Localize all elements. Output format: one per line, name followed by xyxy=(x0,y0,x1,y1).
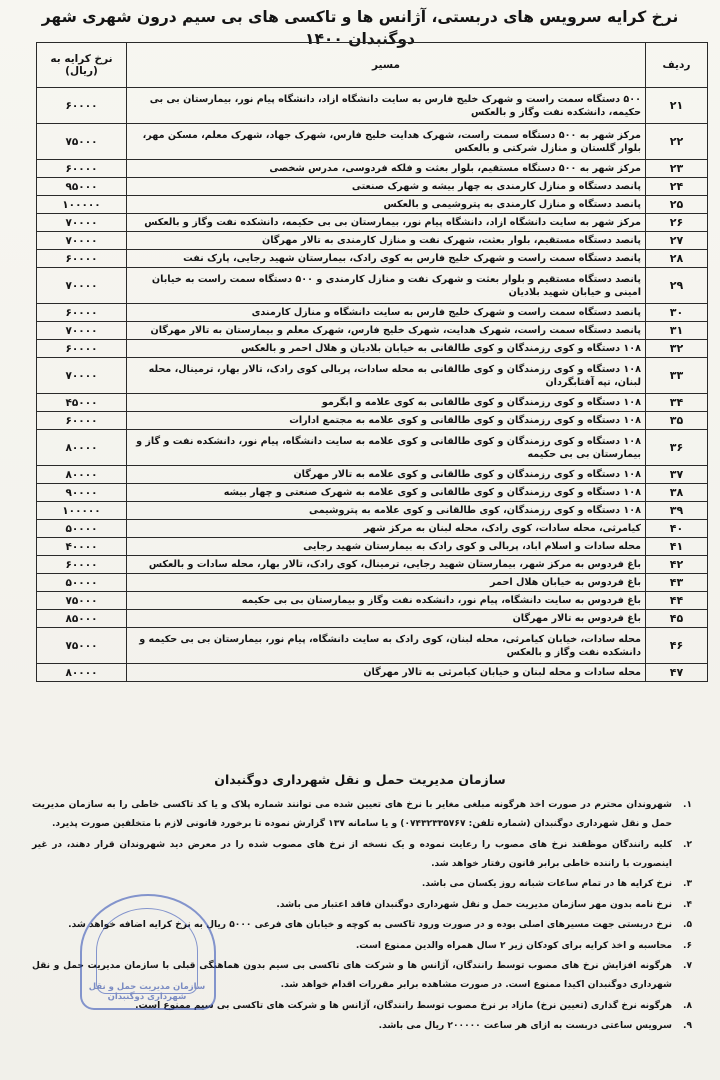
row-number: ۲۷ xyxy=(646,232,708,250)
row-fare: ۴۰۰۰۰ xyxy=(37,538,127,556)
row-number: ۳۹ xyxy=(646,502,708,520)
row-route: باغ فردوس به خیابان هلال احمر xyxy=(127,574,646,592)
organization-title: سازمان مدیریت حمل و نقل شهرداری دوگنبدان xyxy=(214,772,506,787)
table-row xyxy=(37,556,708,574)
row-number: ۴۲ xyxy=(646,556,708,574)
header-route: مسیر xyxy=(127,43,646,88)
table-row xyxy=(37,430,708,466)
row-fare: ۹۵۰۰۰ xyxy=(37,178,127,196)
note-text: هرگونه نرخ گذاری (تعیین نرخ) مازاد بر نرخ مصوب توسط رانندگان، آژانس ها و شرکت های تاکسی بی سیم ممنوع است. xyxy=(135,1000,672,1011)
stamp-text: سازمان مدیریت حمل و نقل شهرداری دوگنبدان xyxy=(88,982,206,1002)
row-number: ۳۰ xyxy=(646,304,708,322)
row-fare: ۸۵۰۰۰ xyxy=(37,610,127,628)
row-route: محله سادات و اسلام اباد، پربالی و کوی رادک به بیمارستان شهید رجایی xyxy=(127,538,646,556)
row-route: محله سادات و محله لبنان و خیابان کیامرثی به تالار مهرگان xyxy=(127,664,646,682)
row-fare: ۵۰۰۰۰ xyxy=(37,520,127,538)
table-row xyxy=(37,466,708,484)
table-row xyxy=(37,592,708,610)
table-row xyxy=(37,610,708,628)
row-route: ۱۰۸ دستگاه و کوی رزمندگان و کوی طالقانی و کوی علامه به تالار مهرگان xyxy=(127,466,646,484)
table-row xyxy=(37,538,708,556)
official-stamp xyxy=(80,894,216,1010)
row-route: ۱۰۸ دستگاه و کوی رزمندگان، کوی طالقانی و کوی علامه به پتروشیمی xyxy=(127,502,646,520)
note-text: محاسبه و اخذ کرایه برای کودکان زیر ۲ سال همراه والدین ممنوع است. xyxy=(355,940,672,951)
note-text: هرگونه افزایش نرخ های مصوب توسط رانندگان، آژانس ها و شرکت های تاکسی بی سیم بدون هماهنگی قبلی با سازمان مدیریت حمل و نقل شهرداری دوگنبدان اکیدا ممنوع است. در صورت مشاهده برابر مقررات اقدام خواهد شد. xyxy=(32,961,672,990)
row-route: مرکز شهر به ۵۰۰ دستگاه مستقیم، بلوار بعثت و فلکه فردوسی، مدرس شخصی xyxy=(127,160,646,178)
row-route: پانصد دستگاه مستقیم، بلوار بعثت، شهرک نفت و منازل کارمندی به تالار مهرگان xyxy=(127,232,646,250)
note-item xyxy=(32,836,692,874)
row-route: پانصد دستگاه سمت راست و شهرک خلیج فارس به کوی رادک، بیمارستان شهید رجایی، پارک نفت xyxy=(127,250,646,268)
table-row xyxy=(37,664,708,682)
note-index: ۴. xyxy=(682,899,692,910)
row-fare: ۸۰۰۰۰ xyxy=(37,430,127,466)
row-number: ۴۳ xyxy=(646,574,708,592)
row-route: ۱۰۸ دستگاه و کوی رزمندگان و کوی طالقانی به کوی علامه و ابگرمو xyxy=(127,394,646,412)
note-index: ۱. xyxy=(682,800,692,810)
table-row xyxy=(37,484,708,502)
row-fare: ۶۰۰۰۰ xyxy=(37,556,127,574)
table-row xyxy=(37,412,708,430)
note-text: سرویس ساعتی دربست به ازای هر ساعت ۲۰۰۰۰۰ ریال می باشد. xyxy=(378,1021,672,1031)
row-number: ۲۱ xyxy=(646,88,708,124)
note-index: ۸. xyxy=(682,1000,692,1011)
row-number: ۴۱ xyxy=(646,538,708,556)
table-row xyxy=(37,502,708,520)
row-route: ۱۰۸ دستگاه و کوی رزمندگان و کوی طالقانی به خیابان بلادیان و هلال احمر و بالعکس xyxy=(127,340,646,358)
table-header-row xyxy=(37,43,708,88)
row-fare: ۸۰۰۰۰ xyxy=(37,664,127,682)
note-text: شهروندان محترم در صورت اخذ هرگونه مبلغی مغایر با نرخ های تعیین شده می توانند شماره پلاک و یا کد تاکسی خاطی را به سازمان مدیریت حمل و نقل شهرداری دوگنبدان (شماره تلفن: ۰۷۴۳۲۳۳۵۷۶۷) و یا سامانه ۱۳۷ گزارش نموده تا برخورد قانونی لازم با متخلفین صورت پذیرد. xyxy=(32,800,672,829)
row-route: ۱۰۸ دستگاه و کوی رزمندگان و کوی طالقانی و کوی علامه به مجتمع ادارات xyxy=(127,412,646,430)
fare-table xyxy=(36,42,708,682)
table-row xyxy=(37,304,708,322)
table-row xyxy=(37,178,708,196)
row-fare: ۸۰۰۰۰ xyxy=(37,466,127,484)
row-number: ۲۵ xyxy=(646,196,708,214)
row-number: ۴۵ xyxy=(646,610,708,628)
note-item xyxy=(32,796,692,834)
row-fare: ۶۰۰۰۰ xyxy=(37,340,127,358)
table-row xyxy=(37,160,708,178)
row-number: ۳۸ xyxy=(646,484,708,502)
row-number: ۴۴ xyxy=(646,592,708,610)
row-number: ۳۳ xyxy=(646,358,708,394)
note-text: نرخ کرایه ها در تمام ساعات شبانه روز یکسان می باشد. xyxy=(421,879,672,889)
row-number: ۲۳ xyxy=(646,160,708,178)
row-fare: ۷۰۰۰۰ xyxy=(37,358,127,394)
note-index: ۹. xyxy=(682,1021,692,1031)
row-number: ۲۴ xyxy=(646,178,708,196)
row-fare: ۷۵۰۰۰ xyxy=(37,592,127,610)
row-route: پانصد دستگاه سمت راست و شهرک خلیج فارس به سایت دانشگاه و منازل کارمندی xyxy=(127,304,646,322)
row-number: ۳۴ xyxy=(646,394,708,412)
row-fare: ۷۰۰۰۰ xyxy=(37,232,127,250)
table-row xyxy=(37,574,708,592)
table-row xyxy=(37,358,708,394)
row-number: ۳۵ xyxy=(646,412,708,430)
row-route: پانصد دستگاه و منازل کارمندی به پتروشیمی و بالعکس xyxy=(127,196,646,214)
row-route: ۱۰۸ دستگاه و کوی رزمندگان و کوی طالقانی و کوی علامه به شهرک صنعتی و چهار بیشه xyxy=(127,484,646,502)
table-row xyxy=(37,214,708,232)
row-fare: ۷۵۰۰۰ xyxy=(37,628,127,664)
note-item xyxy=(32,1017,692,1036)
row-fare: ۷۵۰۰۰ xyxy=(37,124,127,160)
row-number: ۲۸ xyxy=(646,250,708,268)
row-number: ۴۰ xyxy=(646,520,708,538)
row-route: پانصد دستگاه سمت راست، شهرک هدایت، شهرک خلیج فارس، شهرک معلم و بیمارستان به تالار مهرگان xyxy=(127,322,646,340)
row-route: کیامرثی، محله سادات، کوی رادک، محله لبنان به مرکز شهر xyxy=(127,520,646,538)
row-fare: ۱۰۰۰۰۰ xyxy=(37,502,127,520)
fare-table-body xyxy=(37,88,708,682)
row-fare: ۵۰۰۰۰ xyxy=(37,574,127,592)
note-index: ۷. xyxy=(682,961,692,971)
document-title: نرخ کرایه سرویس های دربستی، آژانس ها و تاکسی های بی سیم درون شهری شهر دوگنبدان ۱۴۰۰ xyxy=(41,8,679,48)
row-route: پانصد دستگاه مستقیم و بلوار بعثت و شهرک نفت و منازل کارمندی و ۵۰۰ دستگاه سمت راست به خیابان امینی و خیابان شهید بلادیان xyxy=(127,268,646,304)
table-row xyxy=(37,322,708,340)
note-text: کلیه رانندگان موظفند نرخ های مصوب را رعایت نموده و یک نسخه از نرخ های مصوب شده را در معرض دید شهروندان قرار دهند، در غیر اینصورت با راننده خاطی برابر قانون رفتار خواهد شد. xyxy=(32,839,672,869)
row-fare: ۷۰۰۰۰ xyxy=(37,214,127,232)
row-number: ۳۶ xyxy=(646,430,708,466)
row-route: محله سادات، خیابان کیامرثی، محله لبنان، کوی رادک به سایت دانشگاه، پیام نور، بیمارستان بی بی حکیمه و دانشکده نفت وگاز و بالعکس xyxy=(127,628,646,664)
row-number: ۴۷ xyxy=(646,664,708,682)
row-fare: ۷۰۰۰۰ xyxy=(37,322,127,340)
table-row xyxy=(37,232,708,250)
row-fare: ۶۰۰۰۰ xyxy=(37,304,127,322)
row-fare: ۶۰۰۰۰ xyxy=(37,412,127,430)
row-route: ۵۰۰ دستگاه سمت راست و شهرک خلیج فارس به سایت دانشگاه ازاد، دانشگاه پیام نور، بیمارستان بی بی حکیمه، دانشکده نفت وگاز و بالعکس xyxy=(127,88,646,124)
row-number: ۳۷ xyxy=(646,466,708,484)
table-row xyxy=(37,124,708,160)
row-fare: ۷۰۰۰۰ xyxy=(37,268,127,304)
note-text: نرخ دربستی جهت مسیرهای اصلی بوده و در صورت ورود تاکسی به کوچه و خیابان های فرعی ۵۰۰۰ ریال به نرخ کرایه اضافه خواهد شد. xyxy=(68,920,672,930)
header-num: ردیف xyxy=(646,43,708,88)
table-row xyxy=(37,196,708,214)
row-fare: ۶۰۰۰۰ xyxy=(37,160,127,178)
row-route: باغ فردوس به تالار مهرگان xyxy=(127,610,646,628)
row-number: ۳۲ xyxy=(646,340,708,358)
note-text: نرخ نامه بدون مهر سازمان مدیریت حمل و نقل شهرداری دوگنبدان فاقد اعتبار می باشد. xyxy=(276,899,672,910)
row-route: مرکز شهر به سایت دانشگاه ازاد، دانشگاه پیام نور، بیمارستان بی بی حکیمه، دانشکده نفت وگاز و بالعکس xyxy=(127,214,646,232)
row-fare: ۱۰۰۰۰۰ xyxy=(37,196,127,214)
note-index: ۵. xyxy=(682,920,692,930)
row-route: ۱۰۸ دستگاه و کوی رزمندگان و کوی طالقانی و کوی علامه به سایت دانشگاه، پیام نور، دانشکده نفت و گاز و بیمارستان بی بی حکیمه xyxy=(127,430,646,466)
note-item xyxy=(32,875,692,894)
row-fare: ۶۰۰۰۰ xyxy=(37,88,127,124)
table-row xyxy=(37,88,708,124)
row-route: باغ فردوس به سایت دانشگاه، پیام نور، دانشکده نفت وگاز و بیمارستان بی بی حکیمه xyxy=(127,592,646,610)
row-number: ۲۶ xyxy=(646,214,708,232)
table-row xyxy=(37,340,708,358)
note-index: ۲. xyxy=(682,839,692,850)
table-row xyxy=(37,520,708,538)
row-number: ۲۹ xyxy=(646,268,708,304)
row-route: پانصد دستگاه و منازل کارمندی به چهار بیشه و شهرک صنعتی xyxy=(127,178,646,196)
row-fare: ۴۵۰۰۰ xyxy=(37,394,127,412)
table-row xyxy=(37,628,708,664)
row-number: ۳۱ xyxy=(646,322,708,340)
row-number: ۲۲ xyxy=(646,124,708,160)
row-fare: ۶۰۰۰۰ xyxy=(37,250,127,268)
row-route: مرکز شهر به ۵۰۰ دستگاه سمت راست، شهرک هدایت خلیج فارس، شهرک جهاد، شهرک معلم، مسکن مهر، بلوار گلستان و منازل شرکتی و بالعکس xyxy=(127,124,646,160)
note-index: ۳. xyxy=(682,879,692,889)
row-fare: ۹۰۰۰۰ xyxy=(37,484,127,502)
table-row xyxy=(37,394,708,412)
note-index: ۶. xyxy=(682,940,692,951)
row-route: ۱۰۸ دستگاه و کوی رزمندگان و کوی طالقانی به محله سادات، پربالی کوی رادک، تالار بهار، ترمینال، محله لبنان، تپه آفتابگردان xyxy=(127,358,646,394)
row-number: ۴۶ xyxy=(646,628,708,664)
table-row xyxy=(37,250,708,268)
row-route: باغ فردوس به مرکز شهر، بیمارستان شهید رجایی، ترمینال، کوی رادک، تالار بهار، محله سادات و بالعکس xyxy=(127,556,646,574)
table-row xyxy=(37,268,708,304)
header-fare: نرخ کرایه به (ریال) xyxy=(37,43,127,88)
